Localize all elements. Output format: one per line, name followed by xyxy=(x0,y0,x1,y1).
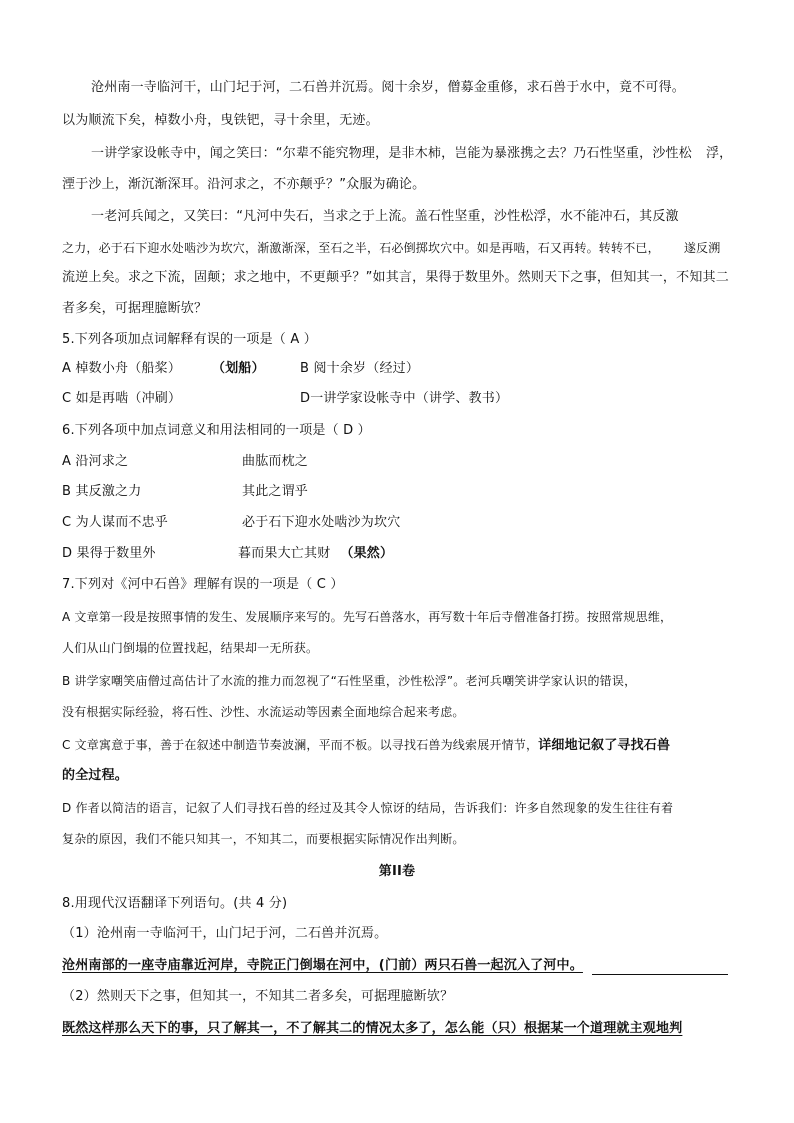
option-a: A 沿河求之 xyxy=(62,454,129,469)
question-6-option-c xyxy=(62,515,400,531)
passage-line: 沧州南一寺临河干，山门圮于河，二石兽并沉焉。阅十余岁，僧募金重修，求石兽于水中，竟不可得。 xyxy=(91,80,686,95)
question-8-sentence-2: （2）然则天下之事，但知其一，不知其二者多矣，可据理臆断欤？ xyxy=(62,989,454,1004)
question-7-option-a: 人们从山门倒塌的位置找起，结果却一无所获。 xyxy=(62,641,319,655)
question-7-option-b: 没有根据实际经验，将石性、沙性、水流运动等因素全面地综合起来考虑。 xyxy=(62,705,465,719)
option-d: D 果得于数里外 xyxy=(62,546,156,561)
question-8-sentence-1: （1）沧州南一寺临河干，山门圮于河，二石兽并沉焉。 xyxy=(62,926,388,941)
answer-underline xyxy=(592,974,728,975)
question-5-options-ab xyxy=(62,361,419,377)
option-b: B 其反激之力 xyxy=(62,484,142,499)
question-7-option-a: A 文章第一段是按照事情的发生、发展顺序来写的。先写石兽落水，再写数十年后寺僧准备打捞。按照常规思维， xyxy=(62,610,673,624)
question-5-options-cd xyxy=(62,391,508,407)
option-d-answer: （果然） xyxy=(340,546,394,561)
option-d-compare: 暮而果大亡其财 xyxy=(238,546,331,561)
passage-text: 之力，必于石下迎水处啮沙为坎穴，渐激渐深，至石之半，石必倒掷坎穴中。如是再啮，石又再转。转转不已， xyxy=(62,241,660,255)
option-a: A 棹数小舟（船桨） xyxy=(62,361,182,376)
question-6-option-d xyxy=(62,546,393,562)
option-a-compare: 曲肱而枕之 xyxy=(242,454,309,469)
question-7-stem: 7.下列对《河中石兽》理解有误的一项是（ C ） xyxy=(62,577,344,592)
option-b: B 阅十余岁（经过） xyxy=(300,361,420,376)
question-7-option-d: D 作者以简洁的语言，记叙了人们寻找石兽的经过及其令人惊讶的结局，告诉我们：许多自然现象的发生往往有着 xyxy=(62,801,674,815)
question-5-stem: 5.下列各项加点词解释有误的一项是（ A ） xyxy=(62,332,317,347)
option-c-compare: 必于石下迎水处啮沙为坎穴 xyxy=(242,515,401,530)
passage-text: 遂反溯 xyxy=(683,241,721,255)
passage-line xyxy=(91,146,732,162)
question-6-option-a xyxy=(62,454,308,470)
passage-line: 一老河兵闻之，又笑曰：“凡河中失石，当求之于上流。盖石性坚重，沙性松浮，水不能冲石，其反激 xyxy=(91,209,679,224)
passage-line: 流逆上矣。求之下流，固颠；求之地中，不更颠乎？”如其言，果得于数里外。然则天下之事，但知其一，不知其二 xyxy=(62,270,729,285)
option-c-text: C 文章寓意于事，善于在叙述中制造节奏波澜，平而不板。以寻找石兽为线索展开情节， xyxy=(62,738,539,752)
passage-line: 者多矣，可据理臆断欤？ xyxy=(62,301,208,316)
question-8-answer-2: 既然这样那么天下的事，只了解其一，不了解其二的情况太多了，怎么能（只）根据某一个道理就主观地判 xyxy=(62,1021,683,1036)
question-8-answer-1: 沧州南部的一座寺庙靠近河岸，寺院正门倒塌在河中，(门前）两只石兽一起沉入了河中。 xyxy=(62,958,583,973)
question-6-stem: 6.下列各项中加点词意义和用法相同的一项是（ D ） xyxy=(62,423,371,438)
option-d: D一讲学家设帐寺中（讲学、教书） xyxy=(300,391,509,406)
passage-text: 一讲学家设帐寺中，闻之笑曰：“尔辈不能究物理，是非木柿，岂能为暴涨携之去？乃石性坚重，沙性松 xyxy=(91,146,692,161)
option-c: C 为人谋而不忠乎 xyxy=(62,515,169,530)
question-6-option-b xyxy=(62,484,308,500)
question-7-option-d: 复杂的原因，我们不能只知其一，不知其二，而要根据实际情况作出判断。 xyxy=(62,832,465,846)
question-7-option-c xyxy=(62,737,670,754)
question-7-option-c: 的全过程。 xyxy=(62,768,129,783)
passage-line: 以为顺流下矣，棹数小舟，曳铁钯，寻十余里，无迹。 xyxy=(62,113,379,128)
option-c-emphasis: 详细地记叙了寻找石兽 xyxy=(538,738,671,753)
option-c: C 如是再啮（冲刷） xyxy=(62,391,182,406)
section-title: 第II卷 xyxy=(378,864,416,879)
option-a-answer: （划船） xyxy=(212,361,265,376)
question-7-option-b: B 讲学家嘲笑庙僧过高估计了水流的推力而忽视了“石性坚重，沙性松浮”。老河兵嘲笑讲学家认识的错误， xyxy=(62,674,637,688)
question-8-stem: 8.用现代汉语翻译下列语句。(共 4 分) xyxy=(62,896,288,911)
passage-line xyxy=(62,240,720,256)
option-b-compare: 其此之谓乎 xyxy=(242,484,309,499)
passage-text: 浮， xyxy=(705,146,733,161)
passage-line: 湮于沙上，渐沉渐深耳。沿河求之，不亦颠乎？”众服为确论。 xyxy=(62,177,426,192)
